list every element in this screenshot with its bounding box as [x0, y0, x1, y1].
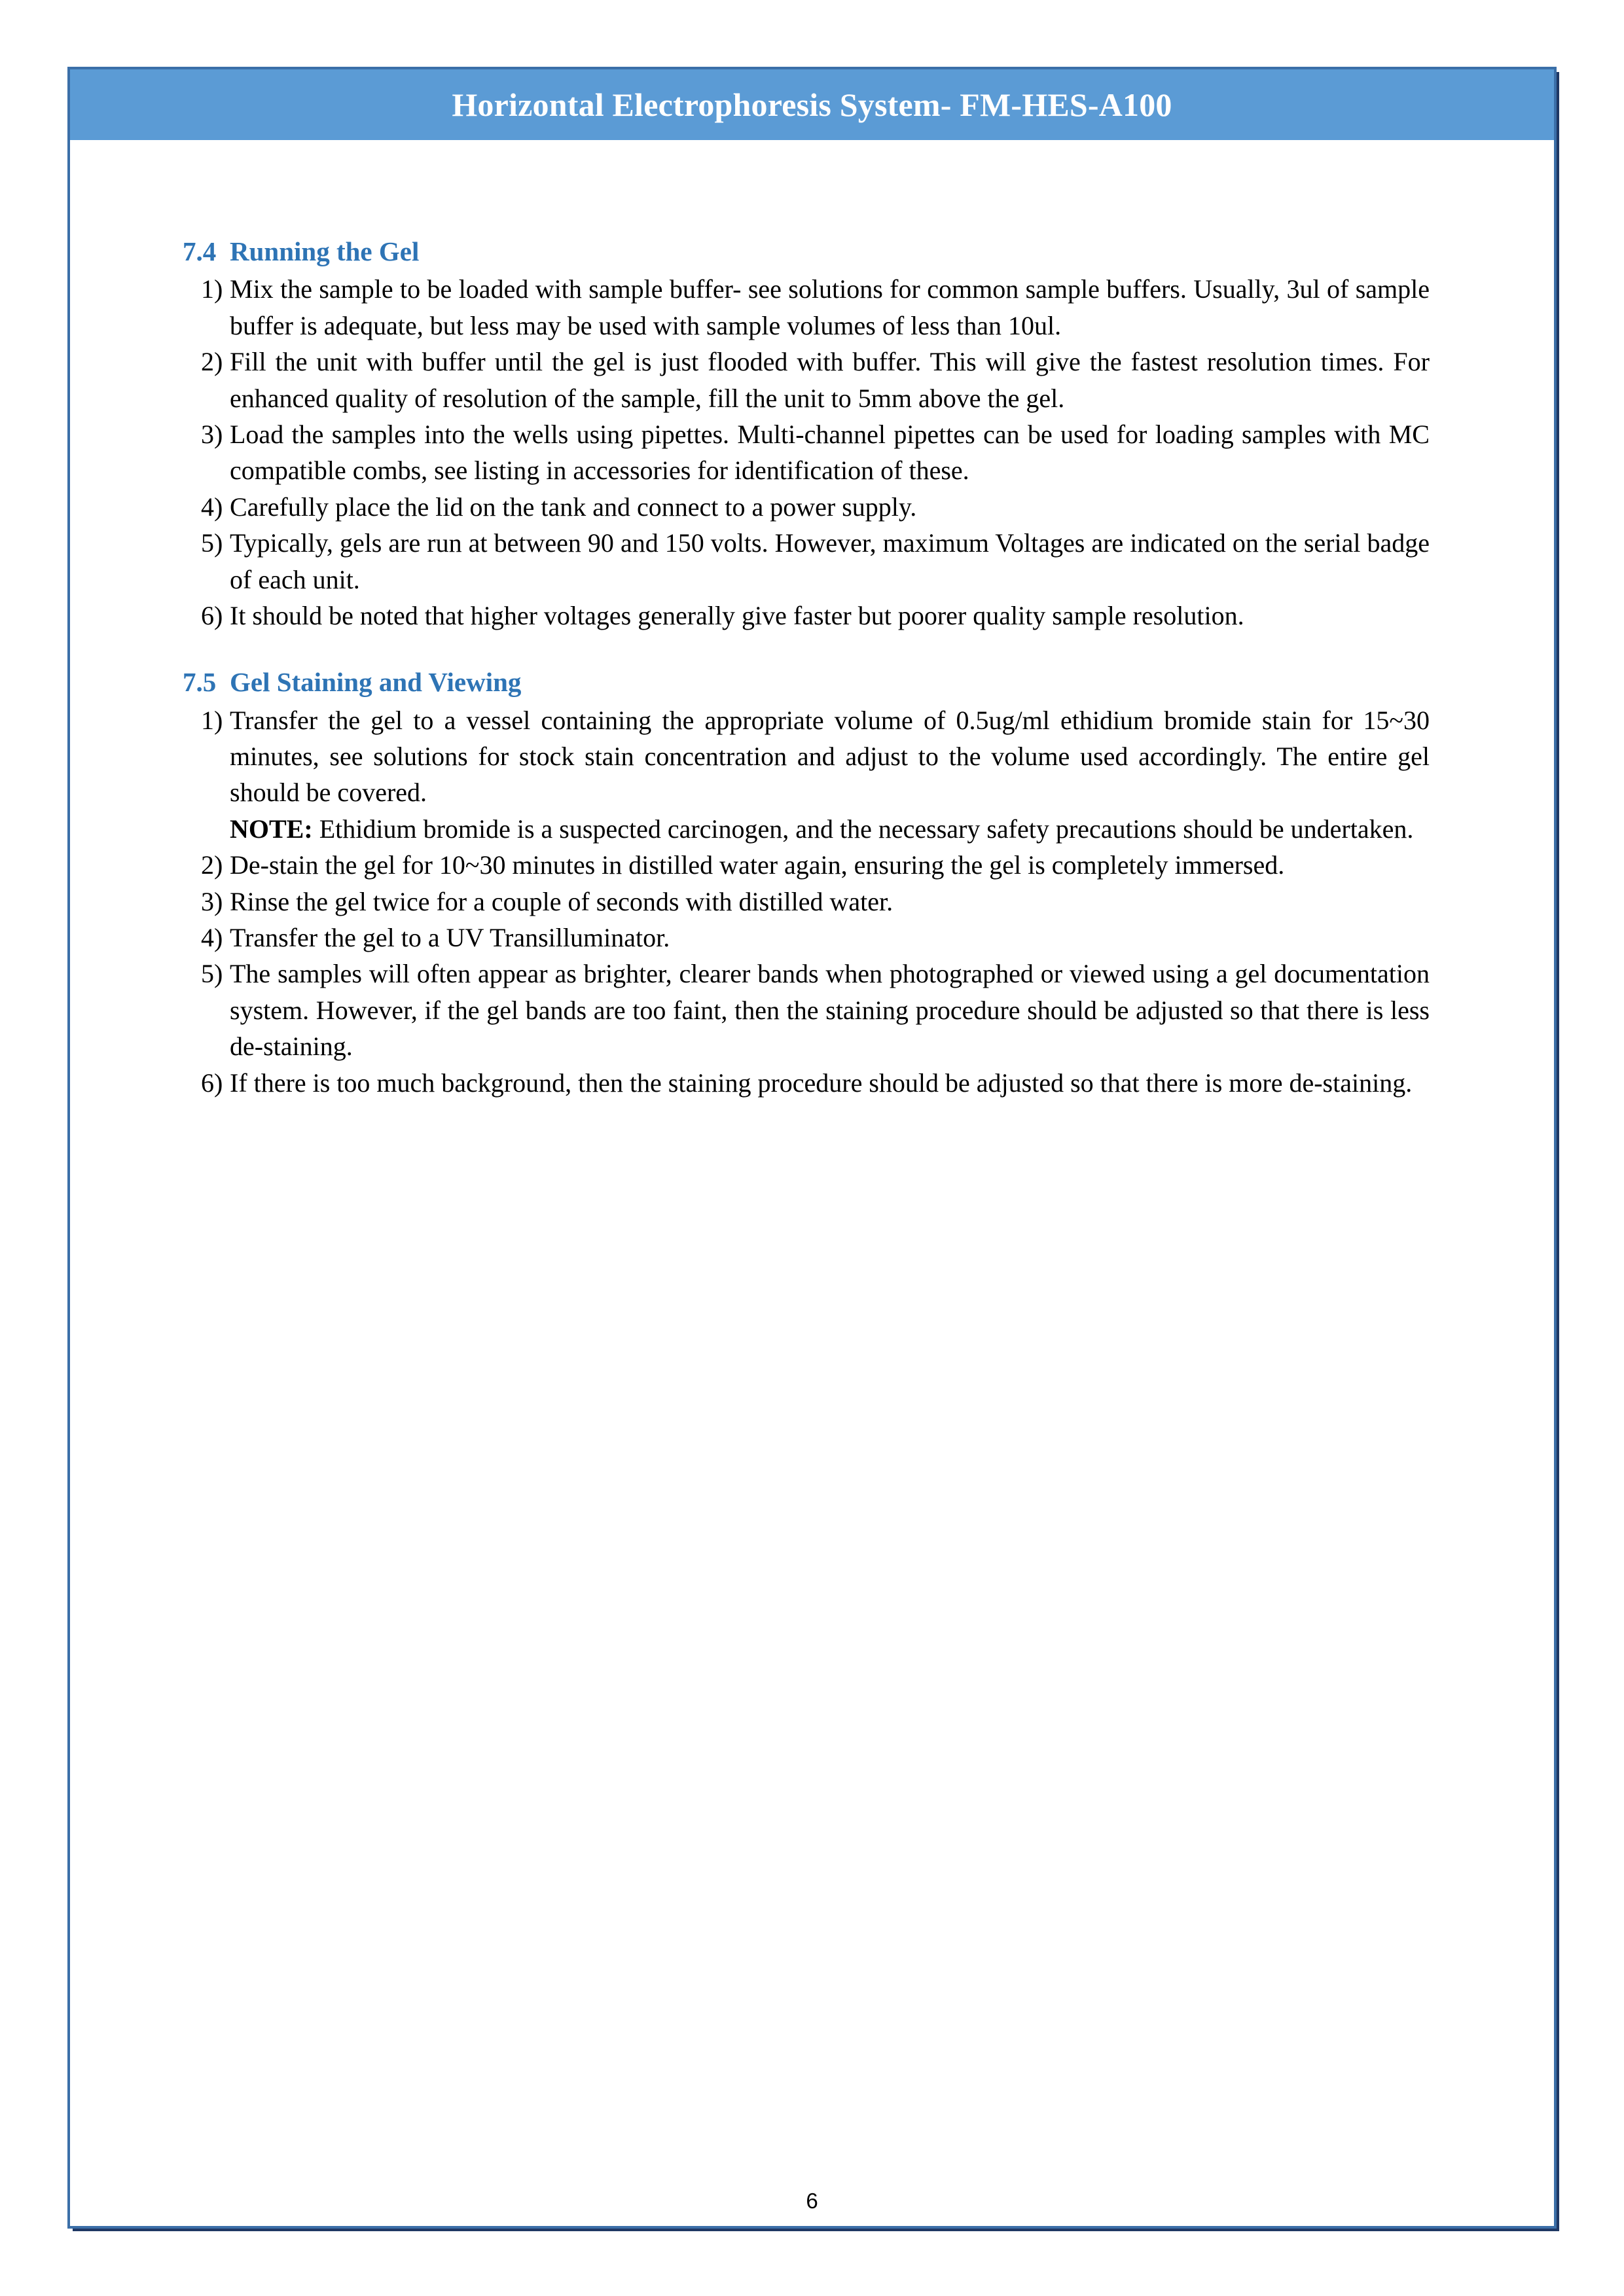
list-text: Mix the sample to be loaded with sample buffer- see solutions for common sample buffers. Usually, 3ul of sample buffer is adequate, but less may be used with sample volumes of less than 10ul. — [230, 274, 1430, 340]
section-number: 7.5 — [183, 667, 217, 698]
list-item — [183, 884, 1430, 920]
section-title: Gel Staining and Viewing — [230, 667, 522, 698]
list-marker: 6) — [201, 600, 223, 630]
list-marker: 3) — [201, 419, 223, 449]
list-text: The samples will often appear as brighter, clearer bands when photographed or viewed using a gel documentation system. However, if the gel bands are too faint, then the staining procedure should be adjusted so that there is less de-staining. — [230, 959, 1430, 1062]
list-text: Carefully place the lid on the tank and connect to a power supply. — [230, 492, 917, 522]
list-marker: 4) — [201, 492, 223, 522]
list-marker: 5) — [201, 959, 223, 989]
list-item — [183, 847, 1430, 883]
section-7-5-list — [183, 702, 1430, 1101]
list-text: De-stain the gel for 10~30 minutes in distilled water again, ensuring the gel is completely immersed. — [230, 850, 1285, 880]
list-marker: 2) — [201, 850, 223, 880]
document-content — [183, 236, 1430, 1101]
document-page — [67, 67, 1557, 2229]
list-text: Typically, gels are run at between 90 and 150 volts. However, maximum Voltages are indicated on the serial badge of each unit. — [230, 528, 1430, 594]
list-marker: 5) — [201, 528, 223, 558]
list-marker: 1) — [201, 705, 223, 735]
list-item — [183, 271, 1430, 344]
section-heading-7-4 — [183, 236, 1430, 267]
list-text — [230, 702, 1430, 848]
list-item — [183, 702, 1430, 848]
section-spacer — [183, 634, 1430, 666]
list-text: Rinse the gel twice for a couple of seconds with distilled water. — [230, 886, 893, 916]
list-text-main: Transfer the gel to a vessel containing the appropriate volume of 0.5ug/ml ethidium bromide stain for 15~30 minutes, see solutions for stock stain concentration and adjust to the volume used accordingly. The entire gel should be covered. — [230, 705, 1430, 808]
note-label: NOTE: — [230, 814, 313, 844]
note-text: Ethidium bromide is a suspected carcinogen, and the necessary safety precautions should be undertaken. — [312, 814, 1414, 844]
list-item — [183, 598, 1430, 634]
page-body — [70, 140, 1554, 2226]
list-item — [183, 525, 1430, 598]
list-text: Load the samples into the wells using pipettes. Multi-channel pipettes can be used for loading samples with MC compatible combs, see listing in accessories for identification of these. — [230, 419, 1430, 486]
list-item — [183, 956, 1430, 1064]
list-marker: 1) — [201, 274, 223, 304]
list-item — [183, 489, 1430, 525]
page-header-banner — [70, 69, 1554, 140]
section-title: Running the Gel — [230, 236, 420, 266]
section-number: 7.4 — [183, 236, 217, 266]
list-marker: 3) — [201, 886, 223, 916]
list-marker: 4) — [201, 923, 223, 952]
section-7-4-list — [183, 271, 1430, 634]
list-text: Transfer the gel to a UV Transilluminator. — [230, 923, 670, 952]
list-item — [183, 344, 1430, 416]
list-item — [183, 1065, 1430, 1101]
list-text: Fill the unit with buffer until the gel is just flooded with buffer. This will give the fastest resolution times. For enhanced quality of resolution of the sample, fill the unit to 5mm above the gel. — [230, 347, 1430, 413]
page-number: 6 — [806, 2189, 818, 2213]
list-marker: 2) — [201, 347, 223, 377]
list-item — [183, 416, 1430, 489]
list-item — [183, 920, 1430, 956]
page-header-title: Horizontal Electrophoresis System- FM-HES-A100 — [452, 86, 1172, 123]
section-heading-7-5 — [183, 666, 1430, 698]
list-text: If there is too much background, then the staining procedure should be adjusted so that there is more de-staining. — [230, 1067, 1413, 1098]
list-marker: 6) — [201, 1067, 223, 1098]
list-text: It should be noted that higher voltages generally give faster but poorer quality sample resolution. — [230, 600, 1244, 630]
